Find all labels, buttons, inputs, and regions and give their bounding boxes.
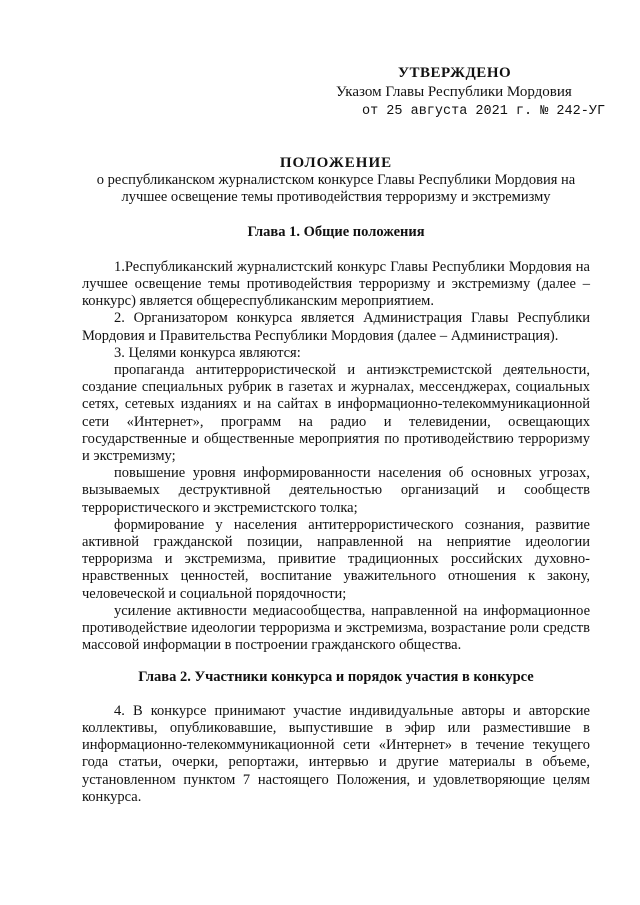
goal-item-2: повышение уровня информированности населения об основных угрозах, вызываемых деструктивной деятельностью организаций и сообществ террористического и экстремистского толка; [82,465,590,516]
document-body [82,155,590,806]
approval-decree: Указом Главы Республики Мордовия [336,84,572,100]
paragraph-4: 4. В конкурсе принимают участие индивидуальные авторы и авторские коллективы, опубликовавшие, выпустившие в эфир или разместившие в информационно-телекоммуникационной сети «Интернет» в течение текущего года статьи, очерки, репортажи, интервью и другие материалы в объеме, установленном пунктом 7 настоящего Положения, и удовлетворяющие целям конкурса. [82,702,590,805]
document-subtitle: о республиканском журналистском конкурсе Главы Республики Мордовия на лучшее освещение темы противодействия терроризму и экстремизму [96,172,576,206]
document-title: ПОЛОЖЕНИЕ [279,155,393,171]
paragraph-1: 1.Республиканский журналистский конкурс Главы Республики Мордовия на лучшее освещение темы противодействия терроризму и экстремизму (далее – конкурс) является общереспубликанским мероприятием. [82,258,590,310]
paragraph-2: 2. Организатором конкурса является Администрация Главы Республики Мордовия и Правительства Республики Мордовия (далее – Администрация). [82,310,590,344]
approval-title: УТВЕРЖДЕНО [398,65,512,81]
chapter-1-heading: Глава 1. Общие положения [247,223,425,240]
chapter-2-heading: Глава 2. Участники конкурса и порядок участия в конкурсе [138,669,534,686]
approval-date-number: от 25 августа 2021 г. № 242-УГ [362,104,606,119]
goal-item-1: пропаганда антитеррористической и антиэкстремистской деятельности, создание специальных рубрик в газетах и журналах, мессенджерах, социальных сетях, сетевых изданиях и на сайтах в информационно-телекоммуникационной сети «Интернет», программ на радио и телевидении, освещающих государственные и общественные мероприятия по противодействию терроризму и экстремизму; [82,362,590,465]
goal-item-3: формирование у населения антитеррористического сознания, развитие активной гражданской позиции, направленной на неприятие идеологии терроризма и экстремизма, привитие традиционных российских духовно-нравственных ценностей, воспитание уважительного отношения к закону, человеческой и социальной порядочности; [82,516,590,602]
goal-item-4: усиление активности медиасообщества, направленной на информационное противодействие идеологии терроризма и экстремизма, возрастание роли средств массовой информации в построении гражданского общества. [82,602,590,654]
paragraph-3: 3. Целями конкурса являются: [114,344,301,361]
approval-stamp [330,64,620,121]
